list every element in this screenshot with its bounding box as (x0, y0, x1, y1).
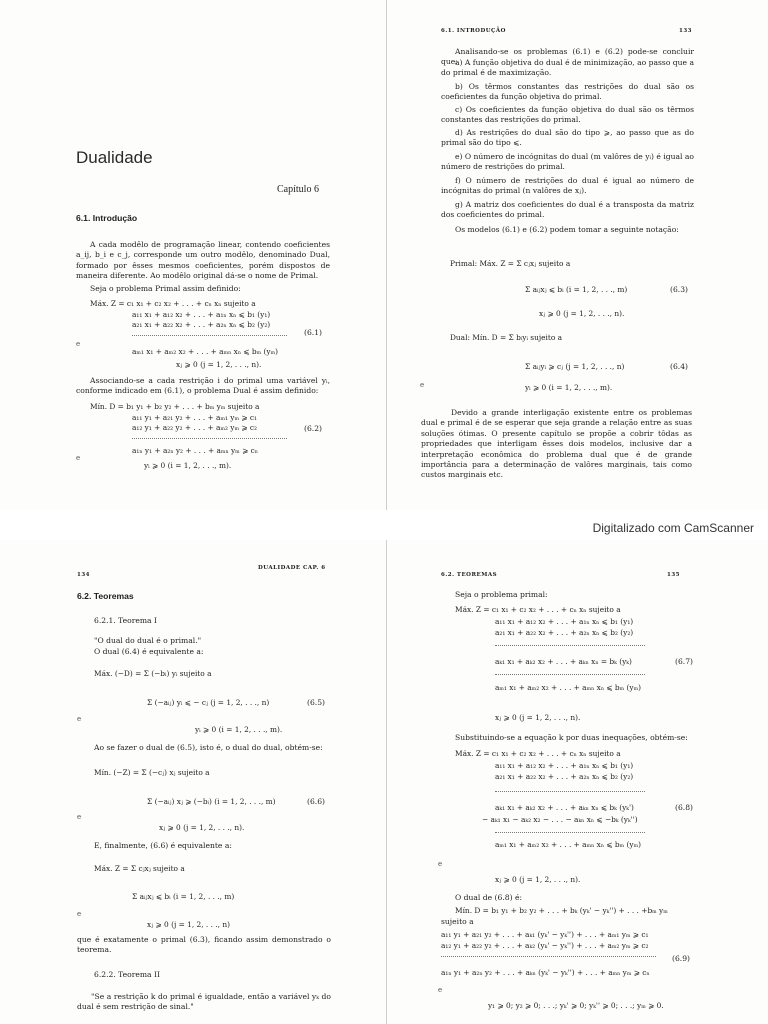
min-neg-objective: Mín. (−Z) = Σ (−cⱼ) xⱼ sujeito a (94, 768, 210, 777)
equiv-line: O dual (6.4) é equivalente a: (94, 647, 204, 656)
min-neg-constraint: Σ (−aᵢⱼ) xⱼ ⩾ (−bᵢ) (i = 1, 2, . . ., m) (147, 797, 276, 806)
gutter-mark: e (77, 813, 82, 821)
dual-compact-nonneg: yᵢ ⩾ 0 (i = 1, 2, . . ., m). (525, 383, 613, 392)
gutter-mark: e (76, 340, 81, 348)
assoc-paragraph: Associando-se a cada restrição i do primal uma variável yᵢ, conforme indicado em (6.1), o problema Dual é assim definido: (76, 376, 330, 396)
dotted-separator (495, 645, 645, 646)
dotted-separator (495, 791, 645, 792)
final-constraint: Σ aᵢⱼxⱼ ⩽ bᵢ (i = 1, 2, . . ., m) (132, 892, 235, 901)
primal-intro: Seja o problema primal: (455, 590, 548, 599)
p69-constraint-2: a₁₂ y₁ + a₂₂ y₂ + . . . + aₖ₂ (yₖ' − yₖ'') + . . . + aₘ₂ yₘ ⩾ c₂ (441, 941, 649, 950)
equation-number: (6.4) (670, 362, 689, 371)
scanner-watermark: Digitalizado com CamScanner (592, 521, 754, 535)
dotted-separator (495, 674, 645, 675)
page-gutter-line (386, 540, 387, 1024)
running-head: DUALIDADE CAP. 6 (258, 565, 326, 571)
primal-nonneg: xⱼ ⩾ 0 (j = 1, 2, . . ., n). (176, 360, 262, 369)
finally-line: E, finalmente, (6.6) é equivalente a: (94, 841, 232, 850)
primal-constraint-1: a₁₁ x₁ + a₁₂ x₂ + . . . + a₁ₙ xₙ ⩽ b₁ (y₁) (132, 310, 271, 319)
p69-constraint-1: a₁₁ y₁ + a₂₁ y₂ + . . . + aₖ₁ (yₖ' − yₖ'') + . . . + aₘ₁ yₘ ⩾ c₁ (441, 930, 649, 939)
min-neg-nonneg: xⱼ ⩾ 0 (j = 1, 2, . . ., n). (159, 823, 245, 832)
p67-constraint-1: a₁₁ x₁ + a₁₂ x₂ + . . . + a₁ₙ xₙ ⩽ b₁ (y₁) (495, 617, 634, 626)
dotted-separator (132, 335, 287, 336)
dual-constraint-n: a₁ₙ y₁ + a₂ₙ y₂ + . . . + aₘₙ yₘ ⩾ cₙ (132, 446, 258, 455)
notation-line: Os modelos (6.1) e (6.2) podem tomar a seguinte notação: (455, 225, 679, 234)
max-neg-nonneg: yᵢ ⩾ 0 (i = 1, 2, . . ., m). (195, 725, 283, 734)
item-d: d) As restrições do dual são do tipo ⩾, ao passo que as do primal são do tipo ⩽. (441, 128, 694, 148)
running-head: 6.1. INTRODUÇÃO (441, 28, 506, 34)
conclude-line: Analisando-se os problemas (6.1) e (6.2) pode-se concluir que: (441, 47, 694, 67)
equation-number: (6.6) (307, 797, 326, 806)
p67-constraint-k: aₖ₁ x₁ + aₖ₂ x₂ + . . . + aₖₙ xₙ = bₖ (yₖ) (495, 657, 632, 666)
p69-constraint-n: a₁ₙ y₁ + a₂ₙ y₂ + . . . + aₖₙ (yₖ' − yₖ'') + . . . + aₘₙ yₘ ⩾ cₙ (441, 968, 650, 977)
p69-objective: Mín. D = b₁ y₁ + b₂ y₂ + . . . + bₖ (yₖ' − yₖ'') + . . . +bₘ yₘ (455, 906, 668, 915)
dual-constraint-2: a₁₂ y₁ + a₂₂ y₂ + . . . + aₘ₂ yₘ ⩾ c₂ (132, 423, 258, 432)
section-heading: 6.2. Teoremas (77, 591, 134, 601)
p67-constraint-2: a₂₁ x₁ + a₂₂ x₂ + . . . + a₂ₙ xₙ ⩽ b₂ (y₂) (495, 628, 634, 637)
equation-number: (6.8) (675, 803, 694, 812)
dual-objective: Mín. D = b₁ y₁ + b₂ y₂ + . . . + bₘ yₘ sujeito a (90, 402, 260, 411)
dual-compact-objective: Dual: Mín. D = Σ bᵢyᵢ sujeito a (450, 333, 563, 342)
p69-sujeito: sujeito a (441, 917, 474, 926)
p67-objective: Máx. Z = c₁ x₁ + c₂ x₂ + . . . + cₙ xₙ sujeito a (455, 605, 621, 614)
item-e: e) O número de incógnitas do dual (m valôres de yᵢ) é igual ao número de restrições do primal. (441, 152, 694, 172)
p68-constraint-k1: aₖ₁ x₁ + aₖ₂ x₂ + . . . + aₖₙ xₙ ⩽ bₖ (yₖ') (495, 803, 634, 812)
final-objective: Máx. Z = Σ cⱼxⱼ sujeito a (94, 864, 185, 873)
item-a: a) A função objetiva do dual é de minimização, ao passo que a do primal é de maximização. (441, 58, 694, 78)
substitution-line: Substituindo-se a equação k por duas inequações, obtém-se: (455, 733, 688, 742)
primal-compact-objective: Primal: Máx. Z = Σ cⱼxⱼ sujeito a (450, 259, 571, 268)
primal-objective: Máx. Z = c₁ x₁ + c₂ x₂ + . . . + cₙ xₙ sujeito a (90, 299, 256, 308)
p68-objective: Máx. Z = c₁ x₁ + c₂ x₂ + . . . + cₙ xₙ sujeito a (455, 749, 621, 758)
gutter-mark: e (420, 381, 425, 389)
page-132 (0, 0, 384, 510)
max-neg-objective: Máx. (−D) = Σ (−bᵢ) yᵢ sujeito a (94, 669, 212, 678)
dual-68-line: O dual de (6.8) é: (455, 893, 522, 902)
max-neg-constraint: Σ (−aᵢⱼ) yᵢ ⩽ − cⱼ (j = 1, 2, . . ., n) (147, 698, 270, 707)
equation-number: (6.1) (304, 328, 323, 337)
dual-compact-constraint: Σ aᵢⱼyᵢ ⩾ cⱼ (j = 1, 2, . . ., n) (525, 362, 625, 371)
p68-constraint-1: a₁₁ x₁ + a₁₂ x₂ + . . . + a₁ₙ xₙ ⩽ b₁ (y₁) (495, 761, 634, 770)
section-heading: 6.1. Introdução (76, 213, 138, 223)
dual-of-dual-line: Ao se fazer o dual de (6.5), isto é, o dual do dual, obtém-se: (94, 743, 323, 752)
equation-number: (6.5) (307, 698, 326, 707)
theorem-1-title: 6.2.1. Teorema I (94, 616, 157, 625)
dotted-separator (132, 438, 287, 439)
gutter-mark: e (76, 454, 81, 462)
page-133 (384, 0, 768, 510)
primal-compact-constraint: Σ aᵢⱼxⱼ ⩽ bᵢ (i = 1, 2, . . ., m) (525, 285, 628, 294)
item-c: c) Os coeficientes da função objetiva do dual são os têrmos constantes das restrições do primal. (441, 105, 694, 125)
dotted-separator (441, 956, 656, 957)
gutter-mark: e (77, 910, 82, 918)
theorem-2-title: 6.2.2. Teorema II (94, 970, 160, 979)
p68-constraint-m: aₘ₁ x₁ + aₘ₂ x₂ + . . . + aₘₙ xₙ ⩽ bₘ (yₘ) (495, 840, 642, 849)
theorem-1-quote: "O dual do dual é o primal." (94, 636, 202, 645)
final-nonneg: xⱼ ⩾ 0 (j = 1, 2, . . ., n) (147, 920, 231, 929)
equation-number: (6.7) (675, 657, 694, 666)
closing-paragraph: Devido a grande interligação existente entre os problemas dual e primal é de se esperar que seja grande a relação entre as suas soluções ótimas. O presente capítulo se propõe a cobrir tôdas as propriedades que interligam êsses dois modelos, inclusive dar a interpretação econômica do problema dual que é de grande importância para a determinação de valôres marginais, tais como custos marginais etc. (421, 408, 692, 480)
page-gutter-line (386, 0, 387, 510)
running-head: 6.2. TEOREMAS (441, 572, 498, 578)
page-135 (384, 540, 768, 1024)
p67-constraint-m: aₘ₁ x₁ + aₘ₂ x₂ + . . . + aₘₙ xₙ ⩽ bₘ (yₘ) (495, 683, 642, 692)
item-f: f) O número de restrições do dual é igual ao número de incógnitas do primal (n valôres de xⱼ). (441, 176, 694, 196)
primal-constraint-2: a₂₁ x₁ + a₂₂ x₂ + . . . + a₂ₙ xₙ ⩽ b₂ (y₂) (132, 320, 271, 329)
page-number: 134 (77, 572, 90, 578)
p69-nonneg: y₁ ⩾ 0; y₂ ⩾ 0; . . .; yₖ' ⩾ 0; yₖ'' ⩾ 0; . . .; yₘ ⩾ 0. (488, 1001, 664, 1010)
chapter-title: Dualidade (76, 148, 153, 167)
page-number: 133 (679, 28, 692, 34)
primal-intro: Seja o problema Primal assim definido: (90, 284, 241, 293)
intro-paragraph: A cada modêlo de programação linear, contendo coeficientes a_ij, b_i e c_j, corresponde um outro modêlo, denominado Dual, formado por êsses mesmos coeficientes, porém dispostos de maneira diferente. Ao modêlo original dá-se o nome de Primal. (76, 240, 330, 281)
primal-constraint-m: aₘ₁ x₁ + aₘ₂ x₂ + . . . + aₘₙ xₙ ⩽ bₘ (yₘ) (132, 347, 279, 356)
item-b: b) Os têrmos constantes das restrições do dual são os coeficientes da função objetiva do primal. (441, 82, 694, 102)
p67-nonneg: xⱼ ⩾ 0 (j = 1, 2, . . ., n). (495, 713, 581, 722)
page-134 (0, 540, 384, 1024)
gutter-mark: e (77, 715, 82, 723)
gutter-mark: e (438, 860, 443, 868)
p68-constraint-k2: − aₖ₁ x₁ − aₖ₂ x₂ − . . . − aₖₙ xₙ ⩽ −bₖ (yₖ'') (482, 815, 638, 824)
theorem-2-quote: "Se a restrição k do primal é igualdade, então a variável yₖ do dual é sem restrição de sinal." (77, 992, 331, 1012)
equation-number: (6.9) (672, 954, 691, 963)
item-g: g) A matriz dos coeficientes do dual é a transposta da matriz dos coeficientes do primal. (441, 200, 694, 220)
dual-nonneg: yᵢ ⩾ 0 (i = 1, 2, . . ., m). (144, 461, 232, 470)
chapter-label: Capítulo 6 (277, 184, 319, 195)
p68-nonneg: xⱼ ⩾ 0 (j = 1, 2, . . ., n). (495, 875, 581, 884)
conclusion-paragraph: que é exatamente o primal (6.3), ficando assim demonstrado o teorema. (77, 935, 331, 955)
page-number: 135 (667, 572, 680, 578)
equation-number: (6.3) (670, 285, 689, 294)
dotted-separator (495, 832, 645, 833)
primal-compact-nonneg: xⱼ ⩾ 0 (j = 1, 2, . . ., n). (539, 309, 625, 318)
p68-constraint-2: a₂₁ x₁ + a₂₂ x₂ + . . . + a₂ₙ xₙ ⩽ b₂ (y₂) (495, 772, 634, 781)
dual-constraint-1: a₁₁ y₁ + a₂₁ y₂ + . . . + aₘ₁ yₘ ⩾ c₁ (132, 413, 258, 422)
equation-number: (6.2) (304, 424, 323, 433)
gutter-mark: e (438, 986, 443, 994)
